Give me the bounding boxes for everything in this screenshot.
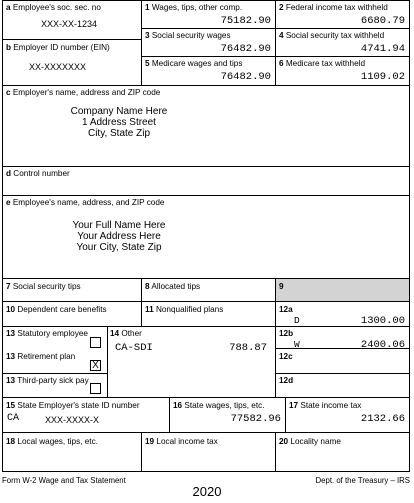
box-5-label: 5 Medicare wages and tips xyxy=(145,59,243,68)
box-3-value[interactable]: 76482.90 xyxy=(220,43,271,55)
box-a-label: a Employee's soc. sec. no xyxy=(6,3,101,12)
box-12b-value[interactable]: 2400.06 xyxy=(360,339,405,351)
box-18-label: 18 Local wages, tips, etc. xyxy=(6,437,98,446)
box-5-value[interactable]: 76482.90 xyxy=(220,71,271,83)
employer-city: City, State Zip xyxy=(87,128,151,139)
box-13-retirement-label: 13 Retirement plan xyxy=(6,352,76,361)
employee-city: Your City, State Zip xyxy=(76,242,162,253)
box-14-item[interactable]: CA-SDI xyxy=(115,342,153,354)
employer-name: Company Name Here xyxy=(70,106,168,117)
box-15-label: 15 State Employer's state ID number xyxy=(6,401,140,410)
employee-address[interactable] xyxy=(59,220,179,253)
box-13-sickpay-label: 13 Third-party sick pay xyxy=(6,376,89,385)
employee-street: Your Address Here xyxy=(77,231,161,242)
box-2-value[interactable]: 6680.79 xyxy=(360,15,405,27)
box-12a-value[interactable]: 1300.00 xyxy=(360,315,405,327)
box-4-value[interactable]: 4741.94 xyxy=(360,43,405,55)
box-16-value[interactable]: 77582.96 xyxy=(230,413,281,425)
tax-year: 2020 xyxy=(192,484,222,499)
box-16-label: 16 State wages, tips, etc. xyxy=(173,401,265,410)
box-d-label: d Control number xyxy=(6,169,70,178)
third-party-sick-pay-checkbox[interactable] xyxy=(90,383,101,394)
box-1-value[interactable]: 75182.90 xyxy=(220,15,271,27)
agency-label: Dept. of the Treasury – IRS xyxy=(315,476,410,485)
box-6-label: 6 Medicare tax withheld xyxy=(279,59,366,68)
box-12b-code[interactable]: W xyxy=(294,339,300,350)
retirement-plan-checkbox[interactable]: X xyxy=(90,360,101,371)
box-e-label: e Employee's name, address, and ZIP code xyxy=(6,198,165,207)
box-2-label: 2 Federal income tax withheld xyxy=(279,3,388,12)
box-11-label: 11 Nonqualified plans xyxy=(145,305,224,314)
box-1-label: 1 Wages, tips, other comp. xyxy=(145,3,243,12)
box-17-value[interactable]: 2132.66 xyxy=(360,413,405,425)
box-9-label: 9 xyxy=(279,282,284,291)
box-12a-label: 12a xyxy=(279,305,293,314)
box-14-label: 14 Other xyxy=(110,329,142,338)
box-b-value[interactable]: XX-XXXXXXX xyxy=(29,62,87,72)
box-c-label: c Employer's name, address and ZIP code xyxy=(6,88,161,97)
box-13-statutory-label: 13 Statutory employee xyxy=(6,329,88,338)
box-15-state[interactable]: CA xyxy=(7,413,20,424)
employee-name: Your Full Name Here xyxy=(72,220,166,231)
box-3-label: 3 Social security wages xyxy=(145,31,231,40)
box-20-label: 20 Locality name xyxy=(279,437,341,446)
box-10-label: 10 Dependent care benefits xyxy=(6,305,107,314)
box-19-label: 19 Local income tax xyxy=(145,437,218,446)
box-4-label: 4 Social security tax withheld xyxy=(279,31,385,40)
box-14-value[interactable]: 788.87 xyxy=(229,342,267,354)
box-7-label: 7 Social security tips xyxy=(6,282,81,291)
box-15-id[interactable]: XXX-XXXX-X xyxy=(45,415,100,425)
box-b-label: b Employer ID number (EIN) xyxy=(6,43,110,52)
box-12d-label: 12d xyxy=(279,376,294,385)
box-9-shade xyxy=(276,279,409,301)
form-title: Form W-2 Wage and Tax Statement xyxy=(2,476,126,485)
box-12c-label: 12c xyxy=(279,352,293,361)
box-8-label: 8 Allocated tips xyxy=(145,282,201,291)
box-17-label: 17 State income tax xyxy=(289,401,362,410)
w2-form xyxy=(2,0,410,472)
box-12a-code[interactable]: D xyxy=(294,315,300,326)
box-a-value[interactable]: XXX-XX-1234 xyxy=(41,19,98,29)
employer-address[interactable] xyxy=(59,106,179,139)
employer-street: 1 Address Street xyxy=(82,117,156,128)
box-6-value[interactable]: 1109.02 xyxy=(360,71,405,83)
box-12b-label: 12b xyxy=(279,329,294,338)
statutory-employee-checkbox[interactable] xyxy=(90,337,101,348)
